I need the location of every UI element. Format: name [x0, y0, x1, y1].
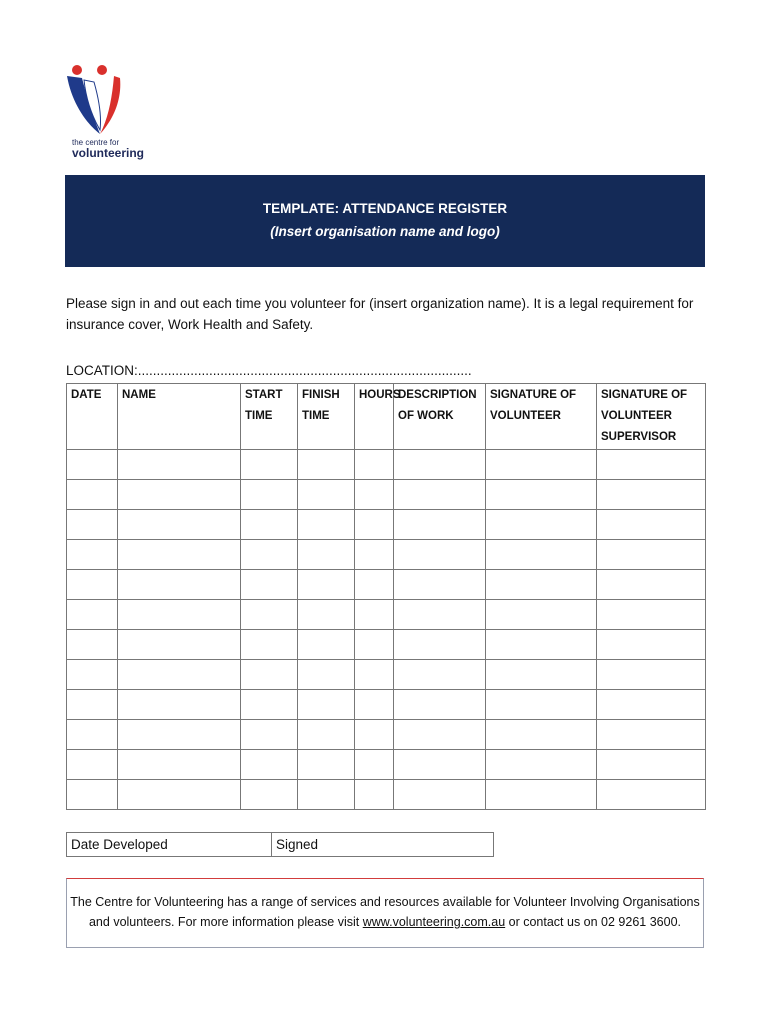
- table-cell[interactable]: [394, 690, 486, 720]
- table-cell[interactable]: [241, 750, 298, 780]
- table-cell[interactable]: [355, 540, 394, 570]
- table-cell[interactable]: [355, 720, 394, 750]
- table-row: [67, 450, 706, 480]
- table-cell[interactable]: [118, 510, 241, 540]
- column-header: DATE: [67, 384, 118, 450]
- website-link[interactable]: www.volunteering.com.au: [362, 915, 506, 929]
- table-row: [67, 780, 706, 810]
- table-cell[interactable]: [298, 540, 355, 570]
- table-cell[interactable]: [597, 660, 706, 690]
- table-cell[interactable]: [67, 480, 118, 510]
- column-header: SIGNATURE OF VOLUNTEER: [486, 384, 597, 450]
- table-cell[interactable]: [298, 630, 355, 660]
- table-cell[interactable]: [394, 630, 486, 660]
- table-cell[interactable]: [355, 480, 394, 510]
- table-cell[interactable]: [486, 750, 597, 780]
- table-cell[interactable]: [67, 540, 118, 570]
- table-row: [67, 690, 706, 720]
- column-header: HOURS: [355, 384, 394, 450]
- table-cell[interactable]: [298, 750, 355, 780]
- table-cell[interactable]: [67, 660, 118, 690]
- table-cell[interactable]: [298, 510, 355, 540]
- column-header: DESCRIPTION OF WORK: [394, 384, 486, 450]
- table-cell[interactable]: [597, 540, 706, 570]
- table-cell[interactable]: [394, 570, 486, 600]
- table-cell[interactable]: [241, 570, 298, 600]
- footer-text: The Centre for Volunteering has a range of services and resources available for Volunteer Involving Organisations and volunteers. For more information please visit: [70, 895, 700, 929]
- table-cell[interactable]: [118, 720, 241, 750]
- table-cell[interactable]: [597, 570, 706, 600]
- page-title: TEMPLATE: ATTENDANCE REGISTER: [262, 201, 508, 216]
- title-banner: [65, 175, 705, 267]
- page-subtitle: (Insert organisation name and logo): [270, 224, 500, 239]
- table-cell[interactable]: [597, 510, 706, 540]
- table-cell[interactable]: [241, 660, 298, 690]
- table-cell[interactable]: [298, 690, 355, 720]
- table-cell[interactable]: [486, 690, 597, 720]
- table-cell[interactable]: [355, 630, 394, 660]
- table-cell[interactable]: [118, 660, 241, 690]
- table-cell[interactable]: [67, 600, 118, 630]
- table-cell[interactable]: [67, 690, 118, 720]
- table-cell[interactable]: [394, 450, 486, 480]
- table-row: [67, 720, 706, 750]
- table-cell[interactable]: [355, 600, 394, 630]
- column-header: SIGNATURE OF VOLUNTEER SUPERVISOR: [597, 384, 706, 450]
- table-cell[interactable]: [394, 480, 486, 510]
- instructions-text: Please sign in and out each time you volunteer for (insert organization name). It is a legal requirement for insurance cover, Work Health and Safety.: [66, 296, 694, 332]
- table-row: [67, 600, 706, 630]
- table-cell[interactable]: [394, 540, 486, 570]
- table-cell[interactable]: [118, 600, 241, 630]
- table-cell[interactable]: [241, 540, 298, 570]
- table-cell[interactable]: [394, 510, 486, 540]
- signed-field[interactable]: Signed: [276, 837, 319, 852]
- table-cell[interactable]: [241, 600, 298, 630]
- table-body: [67, 450, 706, 810]
- table-cell[interactable]: [298, 600, 355, 630]
- footer-contact: or contact us on 02 9261 3600.: [505, 915, 681, 929]
- table-cell[interactable]: [298, 450, 355, 480]
- table-cell[interactable]: [118, 450, 241, 480]
- table-cell[interactable]: [486, 510, 597, 540]
- table-cell[interactable]: [486, 660, 597, 690]
- table-cell[interactable]: [355, 450, 394, 480]
- table-row: [67, 570, 706, 600]
- attendance-table: [66, 383, 706, 810]
- table-cell[interactable]: [486, 780, 597, 810]
- table-cell[interactable]: [118, 570, 241, 600]
- table-cell[interactable]: [67, 750, 118, 780]
- table-cell[interactable]: [118, 750, 241, 780]
- table-cell[interactable]: [118, 630, 241, 660]
- table-cell[interactable]: [597, 750, 706, 780]
- table-row: [67, 750, 706, 780]
- table-row: [67, 630, 706, 660]
- table-cell[interactable]: [394, 750, 486, 780]
- table-cell[interactable]: [355, 780, 394, 810]
- column-header: FINISH TIME: [298, 384, 355, 450]
- logo-wordmark: [72, 138, 144, 158]
- table-cell[interactable]: [394, 600, 486, 630]
- table-cell[interactable]: [241, 780, 298, 810]
- location-label[interactable]: LOCATION:.........................................................................................: [66, 363, 472, 378]
- table-header-row: [67, 384, 706, 450]
- table-cell[interactable]: [67, 510, 118, 540]
- table-cell[interactable]: [67, 720, 118, 750]
- table-cell[interactable]: [486, 630, 597, 660]
- table-cell[interactable]: [67, 450, 118, 480]
- table-row: [67, 540, 706, 570]
- table-cell[interactable]: [597, 450, 706, 480]
- table-cell[interactable]: [355, 660, 394, 690]
- table-cell[interactable]: [394, 720, 486, 750]
- table-cell[interactable]: [597, 600, 706, 630]
- table-cell[interactable]: [298, 660, 355, 690]
- table-cell[interactable]: [241, 450, 298, 480]
- logo-figures-icon: [62, 64, 132, 136]
- table-cell[interactable]: [597, 780, 706, 810]
- table-cell[interactable]: [486, 720, 597, 750]
- table-cell[interactable]: [118, 480, 241, 510]
- table-cell[interactable]: [597, 630, 706, 660]
- table-cell[interactable]: [298, 480, 355, 510]
- date-signed-box: [66, 832, 494, 857]
- table-cell[interactable]: [241, 690, 298, 720]
- column-header: NAME: [118, 384, 241, 450]
- table-row: [67, 510, 706, 540]
- column-header: START TIME: [241, 384, 298, 450]
- table-cell[interactable]: [597, 690, 706, 720]
- logo-line-2: volunteering: [72, 146, 145, 160]
- table-cell[interactable]: [355, 570, 394, 600]
- table-cell[interactable]: [597, 480, 706, 510]
- contact-footer: [66, 878, 704, 948]
- table-cell[interactable]: [118, 540, 241, 570]
- table-cell[interactable]: [355, 750, 394, 780]
- date-developed-field[interactable]: Date Developed: [67, 833, 272, 856]
- table-cell[interactable]: [355, 690, 394, 720]
- organisation-logo: [62, 64, 145, 166]
- table-cell[interactable]: [486, 450, 597, 480]
- table-cell[interactable]: [241, 720, 298, 750]
- table-cell[interactable]: [67, 780, 118, 810]
- table-cell[interactable]: [298, 720, 355, 750]
- table-cell[interactable]: [486, 540, 597, 570]
- table-cell[interactable]: [241, 480, 298, 510]
- table-cell[interactable]: [486, 600, 597, 630]
- table-row: [67, 480, 706, 510]
- table-cell[interactable]: [67, 630, 118, 660]
- table-cell[interactable]: [486, 570, 597, 600]
- logo-line-1: the centre for: [72, 138, 120, 147]
- table-cell[interactable]: [118, 690, 241, 720]
- table-cell[interactable]: [394, 780, 486, 810]
- table-cell[interactable]: [394, 660, 486, 690]
- table-cell[interactable]: [241, 510, 298, 540]
- table-cell[interactable]: [298, 780, 355, 810]
- table-cell[interactable]: [355, 510, 394, 540]
- table-cell[interactable]: [118, 780, 241, 810]
- table-cell[interactable]: [298, 570, 355, 600]
- table-cell[interactable]: [597, 720, 706, 750]
- table-cell[interactable]: [241, 630, 298, 660]
- table-cell[interactable]: [486, 480, 597, 510]
- table-cell[interactable]: [67, 570, 118, 600]
- table-row: [67, 660, 706, 690]
